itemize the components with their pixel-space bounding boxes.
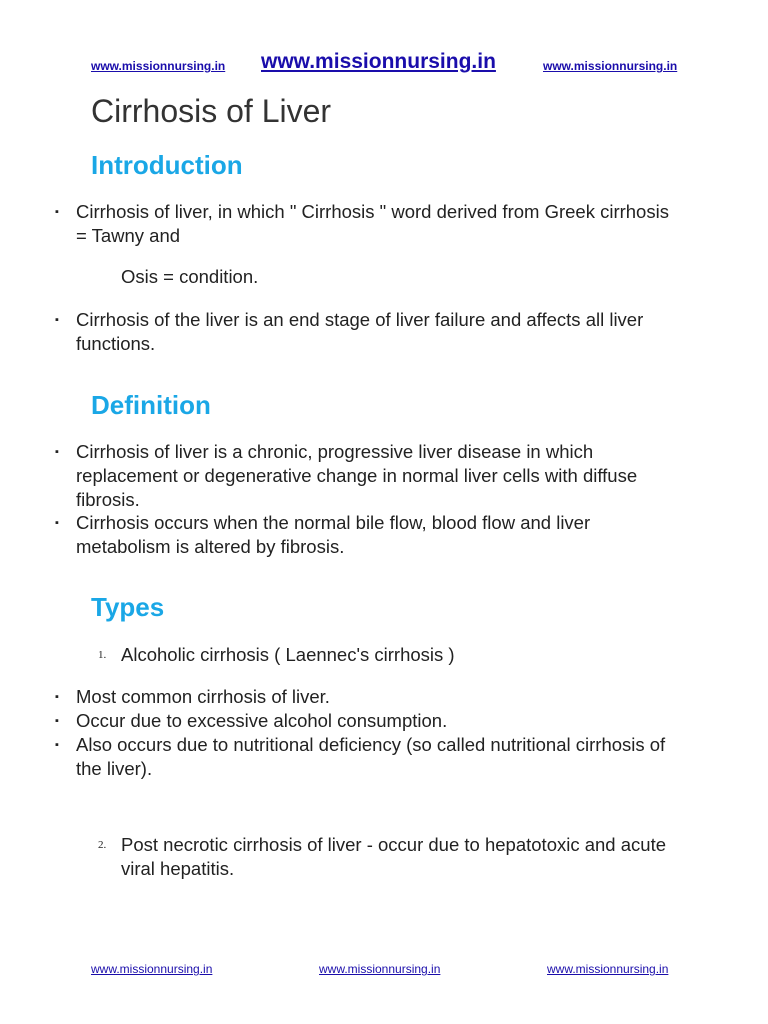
page-title: Cirrhosis of Liver <box>91 93 332 129</box>
section-heading-types: Types <box>91 592 165 622</box>
footer-link-right[interactable]: www.missionnursing.in <box>547 962 669 976</box>
footer-link-left[interactable]: www.missionnursing.in <box>91 962 213 976</box>
types-bullet-2: Occur due to excessive alcohol consumption. <box>76 710 448 731</box>
footer-link-center[interactable]: www.missionnursing.in <box>319 962 441 976</box>
bullet-marker: ▪ <box>55 715 59 727</box>
header-link-right[interactable]: www.missionnursing.in <box>543 59 678 73</box>
intro-sub-line: Osis = condition. <box>121 266 259 287</box>
bullet-marker: ▪ <box>55 206 59 218</box>
types-item-2: Post necrotic cirrhosis of liver - occur due to hepatotoxic and acute viral hepatitis. <box>121 834 666 879</box>
section-heading-introduction: Introduction <box>91 150 243 180</box>
types-bullet-1: Most common cirrhosis of liver. <box>76 686 330 707</box>
bullet-marker: ▪ <box>55 739 59 751</box>
bullet-marker: ▪ <box>55 314 59 326</box>
list-number: 2. <box>98 839 107 851</box>
bullet-marker: ▪ <box>55 446 59 458</box>
list-number: 1. <box>98 649 107 661</box>
bullet-marker: ▪ <box>55 691 59 703</box>
bullet-marker: ▪ <box>55 517 59 529</box>
section-heading-definition: Definition <box>91 390 211 420</box>
definition-bullet-1: Cirrhosis of liver is a chronic, progressive liver disease in which replacement or degenerative change in normal liver cells with diffuse fibrosis. <box>76 441 638 510</box>
header-link-left[interactable]: www.missionnursing.in <box>91 59 226 73</box>
header-link-center[interactable]: www.missionnursing.in <box>261 50 496 73</box>
types-item-1: Alcoholic cirrhosis ( Laennec's cirrhosis ) <box>121 644 455 665</box>
types-bullet-3: Also occurs due to nutritional deficiency (so called nutritional cirrhosis of the liver). <box>76 734 666 779</box>
definition-bullet-2: Cirrhosis occurs when the normal bile flow, blood flow and liver metabolism is altered by fibrosis. <box>76 512 591 557</box>
intro-bullet-1: Cirrhosis of liver, in which " Cirrhosis " word derived from Greek cirrhosis = Tawny and <box>76 201 669 246</box>
intro-bullet-2: Cirrhosis of the liver is an end stage of liver failure and affects all liver functions. <box>76 309 644 354</box>
